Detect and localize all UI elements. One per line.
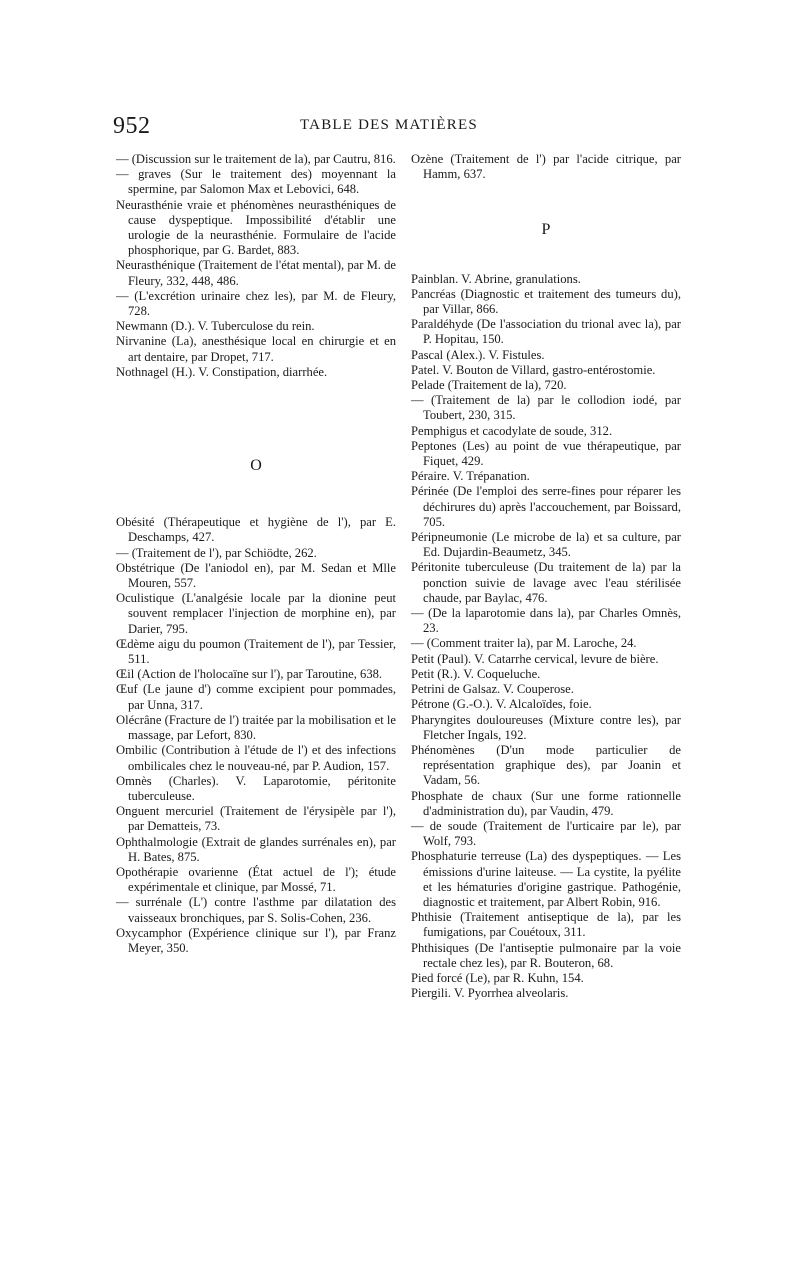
index-entry: Péripneumonie (Le microbe de la) et sa culture, par Ed. Dujardin-Beaumetz, 345. [411, 530, 681, 560]
index-entry: Pied forcé (Le), par R. Kuhn, 154. [411, 970, 584, 985]
index-entry: Obstétrique (De l'aniodol en), par M. Sedan et Mlle Mouren, 557. [116, 560, 396, 591]
index-entry: — graves (Sur le traitement des) moyennant la spermine, par Salomon Max et Lebovici, 648. [116, 167, 396, 197]
index-entry: Ophthalmologie (Extrait de glandes surrénales en), par H. Bates, 875. [116, 834, 396, 864]
index-entry: Phosphaturie terreuse (La) des dyspeptiques. — Les émissions d'urine laiteuse. — La cystite, la pyélite et les hématuries d'origine gastrique. Pathogénie, diagnostic et traitement, par Albert Robin, 916. [411, 849, 681, 909]
index-entry: Petrini de Galsaz. V. Couperose. [411, 682, 574, 697]
entries-o-cont-list [411, 152, 681, 182]
index-entry: Phosphate de chaux (Sur une forme rationnelle d'administration du), par Vaudin, 479. [411, 788, 681, 818]
index-entry: Neurasthénie vraie et phénomènes neurasthéniques de cause dyspeptique. Impossibilité d'établir une urologie de la neurasthénie. Formulaire de l'acide phosphorique, par G. Bardet, 883. [116, 197, 396, 258]
index-entry: Opothérapie ovarienne (État actuel de l'); étude expérimentale et clinique, par Mossé, 71. [116, 864, 396, 895]
right-column [411, 152, 681, 1001]
index-entry: Patel. V. Bouton de Villard, gastro-entérostomie. [411, 362, 656, 377]
index-entry: Oxycamphor (Expérience clinique sur l'), par Franz Meyer, 350. [116, 925, 396, 955]
index-entry: Péritonite tuberculeuse (Du traitement de la) par la ponction suivie de lavage avec l'eau stérilisée chaude, par Baylac, 476. [411, 560, 681, 605]
index-entry: Péraire. V. Trépanation. [411, 469, 530, 484]
index-entry: Œil (Action de l'holocaïne sur l'), par Taroutine, 638. [116, 667, 383, 682]
index-entry: Pascal (Alex.). V. Fistules. [411, 347, 545, 362]
index-entry: Pétrone (G.-O.). V. Alcaloïdes, foie. [411, 697, 592, 712]
index-entry: Pelade (Traitement de la), 720. [411, 378, 567, 393]
index-entry: — (Traitement de l'), par Schiödte, 262. [116, 545, 317, 560]
index-entry: Phénomènes (D'un mode particulier de représentation graphique des), par Joanin et Vadam, 56. [411, 742, 681, 788]
index-entry: Œdème aigu du poumon (Traitement de l'), par Tessier, 511. [116, 636, 396, 667]
page-number: 952 [113, 113, 151, 139]
index-entry: Omnès (Charles). V. Laparotomie, péritonite tuberculeuse. [116, 773, 396, 803]
index-entry: — (De la laparotomie dans la), par Charles Omnès, 23. [411, 606, 681, 636]
index-entry: Petit (R.). V. Coqueluche. [411, 666, 541, 681]
left-column [116, 152, 396, 956]
index-entry: Nothnagel (H.). V. Constipation, diarrhée. [116, 364, 328, 379]
index-entry: Ombilic (Contribution à l'étude de l') et des infections ombilicales chez le nouveau-né, par P. Audion, 157. [116, 743, 396, 773]
index-entry: Paraldéhyde (De l'association du trional avec la), par P. Hopitau, 150. [411, 317, 681, 347]
entries-n-list [116, 152, 396, 380]
index-entry: Piergili. V. Pyorrhea alveolaris. [411, 986, 569, 1001]
index-entry: — surrénale (L') contre l'asthme par dilatation des vaisseaux bronchiques, par S. Solis-Cohen, 236. [116, 895, 396, 925]
entries-o-list [116, 515, 396, 956]
running-title: TABLE DES MATIÈRES [300, 117, 478, 133]
index-entry: Phthisiques (De l'antiseptie pulmonaire par la voie rectale chez les), par R. Bouteron, 68. [411, 940, 681, 970]
index-entry: Nirvanine (La), anesthésique local en chirurgie et en art dentaire, par Dropet, 717. [116, 334, 396, 364]
section-letter-p: P [541, 221, 551, 239]
index-entry: Périnée (De l'emploi des serre-fines pour réparer les déchirures du) après l'accouchement, par Boissard, 705. [411, 484, 681, 529]
index-entry: Œuf (Le jaune d') comme excipient pour pommades, par Unna, 317. [116, 682, 396, 712]
index-entry: Pemphigus et cacodylate de soude, 312. [411, 423, 613, 438]
index-entry: Ozène (Traitement de l') par l'acide citrique, par Hamm, 637. [411, 152, 681, 182]
index-entry: — (Traitement de la) par le collodion iodé, par Toubert, 230, 315. [411, 393, 681, 423]
index-entry: — (Comment traiter la), par M. Laroche, 24. [411, 636, 637, 651]
index-entry: — (Discussion sur le traitement de la), par Cautru, 816. [116, 152, 396, 166]
index-entry: Pancréas (Diagnostic et traitement des tumeurs du), par Villar, 866. [411, 286, 681, 317]
index-entry: Olécrâne (Fracture de l') traitée par la mobilisation et le massage, par Lefort, 830. [116, 712, 396, 743]
index-entry: Onguent mercuriel (Traitement de l'érysipèle par l'), par Dematteis, 73. [116, 804, 396, 834]
section-letter-o: O [250, 457, 262, 475]
entries-p-list [411, 272, 681, 1002]
index-entry: Painblan. V. Abrine, granulations. [411, 271, 581, 286]
index-entry: Obésité (Thérapeutique et hygiène de l'), par E. Deschamps, 427. [116, 515, 396, 545]
index-entry: Pharyngites douloureuses (Mixture contre les), par Fletcher Ingals, 192. [411, 712, 681, 742]
index-entry: — de soude (Traitement de l'urticaire par le), par Wolf, 793. [411, 818, 681, 849]
index-entry: Newmann (D.). V. Tuberculose du rein. [116, 319, 315, 334]
index-entry: — (L'excrétion urinaire chez les), par M. de Fleury, 728. [116, 288, 396, 319]
index-entry: Phthisie (Traitement antiseptique de la), par les fumigations, par Couétoux, 311. [411, 910, 681, 940]
index-entry: Neurasthénique (Traitement de l'état mental), par M. de Fleury, 332, 448, 486. [116, 258, 396, 288]
index-entry: Petit (Paul). V. Catarrhe cervical, levure de bière. [411, 651, 659, 666]
index-entry: Peptones (Les) au point de vue thérapeutique, par Fiquet, 429. [411, 438, 681, 469]
index-entry: Oculistique (L'analgésie locale par la dionine peut souvent remplacer l'injection de morphine en), par Darier, 795. [116, 591, 396, 636]
